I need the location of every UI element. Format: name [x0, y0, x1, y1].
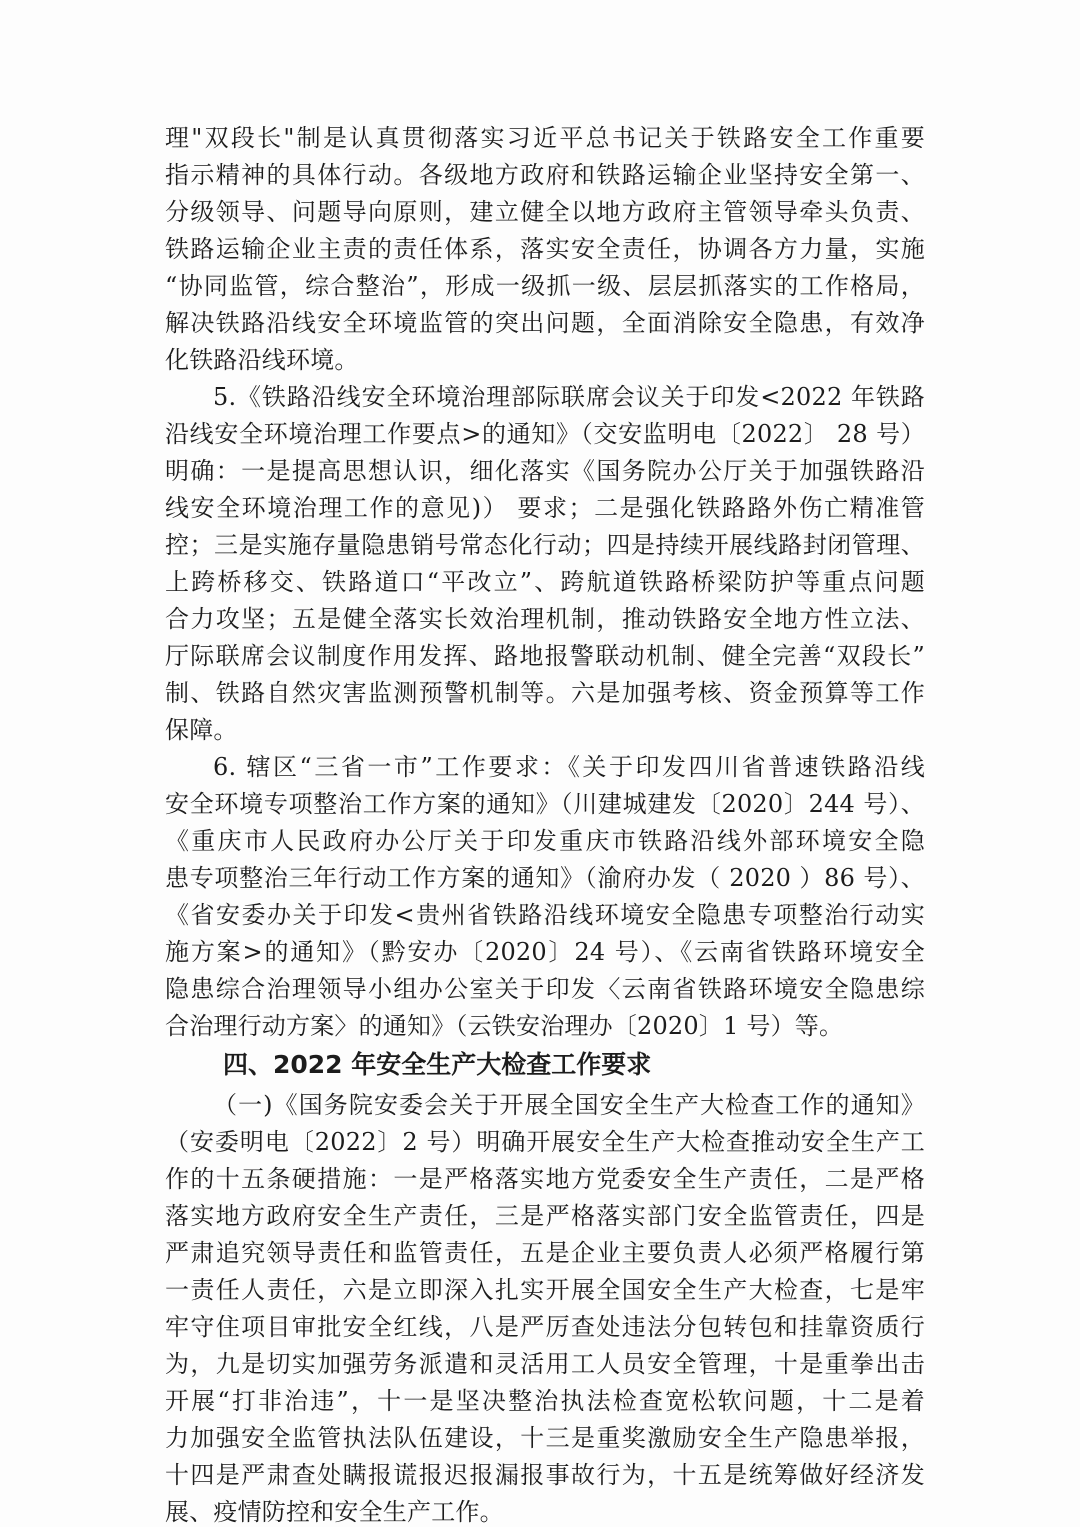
text-line: 指示精神的具体行动。各级地方政府和铁路运输企业坚持安全第一、 — [165, 161, 925, 189]
text-line: 隐患综合治理领导小组办公室关于印发〈云南省铁路环境安全隐患综 — [165, 975, 925, 1003]
text-line: 合力攻坚；五是健全落实长效治理机制，推动铁路安全地方性立法、 — [165, 605, 925, 633]
text-line: 严肃追究领导责任和监管责任，五是企业主要负责人必须严格履行第 — [165, 1239, 925, 1267]
text-line: 一责任人责任，六是立即深入扎实开展全国安全生产大检查，七是牢 — [165, 1276, 925, 1304]
section-heading: 四、2022 年安全生产大检查工作要求 — [223, 1050, 652, 1079]
text-line: 解决铁路沿线安全环境监管的突出问题，全面消除安全隐患，有效净 — [165, 309, 925, 337]
text-line: 《重庆市人民政府办公厅关于印发重庆市铁路沿线外部环境安全隐 — [165, 827, 925, 855]
text-line: 展、疫情防控和安全生产工作。 — [165, 1498, 504, 1526]
text-line: 上跨桥移交、铁路道口“平改立”、跨航道铁路桥梁防护等重点问题 — [165, 568, 925, 596]
text-line: 理"双段长"制是认真贯彻落实习近平总书记关于铁路安全工作重要 — [165, 124, 925, 152]
paragraph-item-5 — [165, 379, 925, 749]
text-line: 十四是严肃查处瞒报谎报迟报漏报事故行为，十五是统筹做好经济发 — [165, 1461, 925, 1489]
text-line: 保障。 — [165, 716, 238, 744]
text-line: 作的十五条硬措施：一是严格落实地方党委安全生产责任，二是严格 — [165, 1165, 925, 1193]
text-line: 厅际联席会议制度作用发挥、路地报警联动机制、健全完善“双段长” — [165, 642, 925, 670]
text-line: 患专项整治三年行动工作方案的通知》（渝府办发（ 2020 ）86 号）、 — [165, 864, 925, 892]
text-line: 为，九是切实加强劳务派遣和灵活用工人员安全管理，十是重拳出击 — [165, 1350, 925, 1378]
text-line: 落实地方政府安全生产责任，三是严格落实部门安全监管责任，四是 — [165, 1202, 925, 1230]
text-line: 铁路运输企业主责的责任体系，落实安全责任，协调各方力量，实施 — [165, 235, 925, 263]
text-line: 牢守住项目审批安全红线，八是严厉查处违法分包转包和挂靠资质行 — [165, 1313, 925, 1341]
text-line: （一)《国务院安委会关于开展全国安全生产大检查工作的通知》 — [213, 1091, 925, 1119]
text-line: 线安全环境治理工作的意见)） 要求；二是强化铁路路外伤亡精准管 — [165, 494, 925, 522]
text-line: 化铁路沿线环境。 — [165, 346, 359, 374]
paragraph-item-6 — [165, 749, 925, 1045]
text-line: 6. 辖区“三省一市”工作要求：《关于印发四川省普速铁路沿线 — [213, 753, 925, 781]
paragraph-section-4-1 — [165, 1087, 925, 1531]
text-line: 分级领导、问题导向原则，建立健全以地方政府主管领导牵头负责、 — [165, 198, 925, 226]
text-line: （安委明电〔2022〕2 号）明确开展安全生产大检查推动安全生产工 — [165, 1128, 925, 1156]
text-line: 开展“打非治违”，十一是坚决整治执法检查宽松软问题，十二是着 — [165, 1387, 925, 1415]
text-line: 控；三是实施存量隐患销号常态化行动；四是持续开展线路封闭管理、 — [165, 531, 925, 559]
document-body — [165, 120, 925, 1531]
text-line: 合治理行动方案〉的通知》（云铁安治理办〔2020〕1 号）等。 — [165, 1012, 844, 1040]
text-line: 5.《铁路沿线安全环境治理部际联席会议关于印发<2022 年铁路 — [213, 383, 925, 411]
text-line: 力加强安全监管执法队伍建设，十三是重奖激励安全生产隐患举报， — [165, 1424, 925, 1452]
text-line: 《省安委办关于印发<贵州省铁路沿线环境安全隐患专项整治行动实 — [165, 901, 925, 929]
paragraph-double-section-chief — [165, 120, 925, 379]
text-line: 施方案>的通知》（黔安办〔2020〕24 号）、《云南省铁路环境安全 — [165, 938, 925, 966]
text-line: 制、铁路自然灾害监测预警机制等。六是加强考核、资金预算等工作 — [165, 679, 925, 707]
text-line: “协同监管，综合整治”，形成一级抓一级、层层抓落实的工作格局， — [165, 272, 925, 300]
text-line: 沿线安全环境治理工作要点>的通知》（交安监明电〔2022〕 28 号） — [165, 420, 925, 448]
text-line: 安全环境专项整治工作方案的通知》（川建城建发〔2020〕244 号）、 — [165, 790, 925, 818]
text-line: 明确：一是提高思想认识，细化落实《国务院办公厅关于加强铁路沿 — [165, 457, 925, 485]
